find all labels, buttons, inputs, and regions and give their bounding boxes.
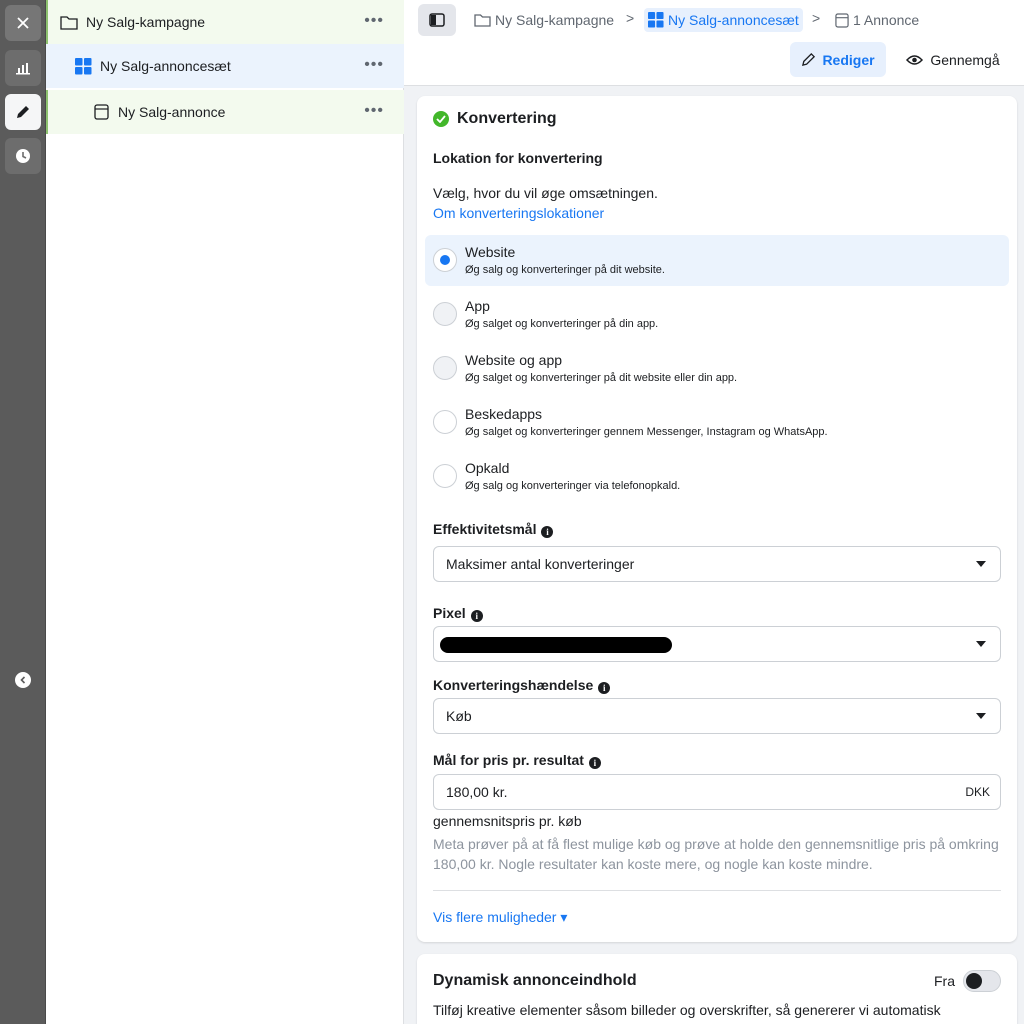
more-options-icon[interactable]: ••• xyxy=(364,102,384,119)
chevron-left-icon xyxy=(19,676,27,684)
location-heading: Lokation for konvertering xyxy=(433,150,603,166)
pencil-icon xyxy=(15,104,31,120)
history-button[interactable] xyxy=(5,138,41,174)
close-icon xyxy=(16,16,30,30)
eye-icon xyxy=(906,54,923,66)
tree-item-adset[interactable] xyxy=(46,44,404,88)
info-icon[interactable]: i xyxy=(471,610,483,622)
breadcrumb-separator: > xyxy=(626,10,635,26)
cost-input[interactable] xyxy=(433,774,1001,810)
option-website[interactable] xyxy=(425,235,1009,286)
option-description: Øg salg og konverteringer via telefonopkald. xyxy=(465,480,681,492)
info-icon[interactable]: i xyxy=(541,526,553,538)
tree-item-label: Ny Salg-annoncesæt xyxy=(100,58,231,74)
structure-tree xyxy=(46,0,404,1024)
edit-mode-button[interactable] xyxy=(5,94,41,130)
avg-cost-label: gennemsnitspris pr. køb xyxy=(433,813,582,829)
dynamic-creative-section xyxy=(417,954,1017,1024)
location-intro: Vælg, hvor du vil øge omsætningen. xyxy=(433,185,658,201)
more-options-icon[interactable]: ••• xyxy=(364,56,384,73)
tree-item-label: Ny Salg-annonce xyxy=(118,104,226,120)
section-title-text: Konvertering xyxy=(457,110,557,127)
info-icon[interactable]: i xyxy=(589,757,601,769)
left-rail xyxy=(0,0,46,1024)
radio-button[interactable] xyxy=(433,248,457,272)
dropdown-caret-icon xyxy=(976,713,986,719)
review-button-label: Gennemgå xyxy=(930,51,1000,68)
option-label: Opkald xyxy=(465,460,510,476)
adset-grid-icon xyxy=(648,12,664,28)
conversion-section xyxy=(417,96,1017,942)
breadcrumb-ad[interactable] xyxy=(835,8,919,32)
currency-label: DKK xyxy=(965,785,990,799)
option-description: Øg salget og konverteringer på dit website eller din app. xyxy=(465,372,738,384)
breadcrumb-label: Ny Salg-annoncesæt xyxy=(668,12,799,28)
sidebar-toggle-icon xyxy=(429,13,445,27)
option-messaging-apps[interactable] xyxy=(425,397,1009,448)
show-more-options-link[interactable]: Vis flere muligheder ▾ xyxy=(433,909,568,925)
dropdown-caret-icon xyxy=(976,641,986,647)
breadcrumb-adset[interactable] xyxy=(644,8,803,32)
clock-icon xyxy=(15,148,31,164)
event-label xyxy=(433,677,610,694)
close-button[interactable] xyxy=(5,5,41,41)
option-label: Website og app xyxy=(465,352,563,368)
redacted-pixel-name xyxy=(440,637,672,653)
toggle-state-label: Fra xyxy=(934,973,955,989)
option-description: Øg salget og konverteringer gennem Messenger, Instagram og WhatsApp. xyxy=(465,426,828,438)
cost-value: 180,00 kr. xyxy=(446,784,508,800)
editor-header xyxy=(404,0,1024,86)
option-description: Øg salg og konverteringer på dit website. xyxy=(465,264,665,276)
collapse-panel-button[interactable] xyxy=(15,672,31,688)
option-calls[interactable] xyxy=(425,451,1009,502)
cost-label-text: Mål for pris pr. resultat xyxy=(433,752,584,768)
edit-button-label: Rediger xyxy=(822,51,875,68)
info-icon[interactable]: i xyxy=(598,682,610,694)
event-select[interactable] xyxy=(433,698,1001,734)
event-value: Køb xyxy=(446,708,472,724)
radio-button[interactable] xyxy=(433,410,457,434)
tree-item-campaign[interactable] xyxy=(46,0,404,44)
breadcrumb-separator: > xyxy=(812,10,821,26)
folder-icon xyxy=(474,13,491,27)
edit-button[interactable] xyxy=(790,42,886,77)
breadcrumb-label: 1 Annonce xyxy=(853,12,920,28)
ad-page-icon xyxy=(835,13,849,28)
radio-button[interactable] xyxy=(433,302,457,326)
folder-icon xyxy=(60,13,78,31)
event-label-text: Konverteringshændelse xyxy=(433,677,594,693)
pixel-label xyxy=(433,605,483,622)
toggle-panel-button[interactable] xyxy=(418,4,456,36)
pencil-icon xyxy=(801,52,816,67)
option-app[interactable] xyxy=(425,289,1009,340)
section-title xyxy=(433,110,557,128)
ad-page-icon xyxy=(92,103,110,121)
check-circle-icon xyxy=(433,111,449,127)
divider xyxy=(433,890,1001,891)
about-locations-link[interactable]: Om konverteringslokationer xyxy=(433,205,605,221)
option-label: App xyxy=(465,298,490,314)
option-description: Øg salget og konverteringer på din app. xyxy=(465,318,659,330)
breadcrumb-label: Ny Salg-kampagne xyxy=(495,12,615,28)
dynamic-title: Dynamisk annonceindhold xyxy=(433,972,637,989)
option-website-and-app[interactable] xyxy=(425,343,1009,394)
radio-button[interactable] xyxy=(433,464,457,488)
tree-item-ad[interactable] xyxy=(46,90,404,134)
radio-button[interactable] xyxy=(433,356,457,380)
dynamic-creative-toggle[interactable] xyxy=(963,970,1001,992)
chart-icon xyxy=(15,61,31,75)
option-label: Website xyxy=(465,244,516,260)
review-button[interactable] xyxy=(898,42,1008,77)
efficiency-label xyxy=(433,521,553,538)
more-options-icon[interactable]: ••• xyxy=(364,12,384,29)
cost-help-text: Meta prøver på at få flest mulige køb og prøve at holde den gennemsnitlige pris på omkring 180,00 kr. Nogle resultater kan koste mere, og nogle kan koste mindre. xyxy=(433,836,999,872)
pixel-label-text: Pixel xyxy=(433,605,466,621)
efficiency-value: Maksimer antal konverteringer xyxy=(446,556,635,572)
dropdown-caret-icon xyxy=(976,561,986,567)
dynamic-description: Tilføj kreative elementer såsom billeder og overskrifter, så genererer vi automatisk xyxy=(433,1002,941,1018)
efficiency-label-text: Effektivitetsmål xyxy=(433,521,537,537)
option-label: Beskedapps xyxy=(465,406,543,422)
adset-grid-icon xyxy=(74,57,92,75)
breadcrumb-campaign[interactable] xyxy=(474,8,614,32)
efficiency-select[interactable] xyxy=(433,546,1001,582)
pixel-select[interactable] xyxy=(433,626,1001,662)
tree-item-label: Ny Salg-kampagne xyxy=(86,14,206,30)
cost-label xyxy=(433,752,601,769)
reporting-button[interactable] xyxy=(5,50,41,86)
